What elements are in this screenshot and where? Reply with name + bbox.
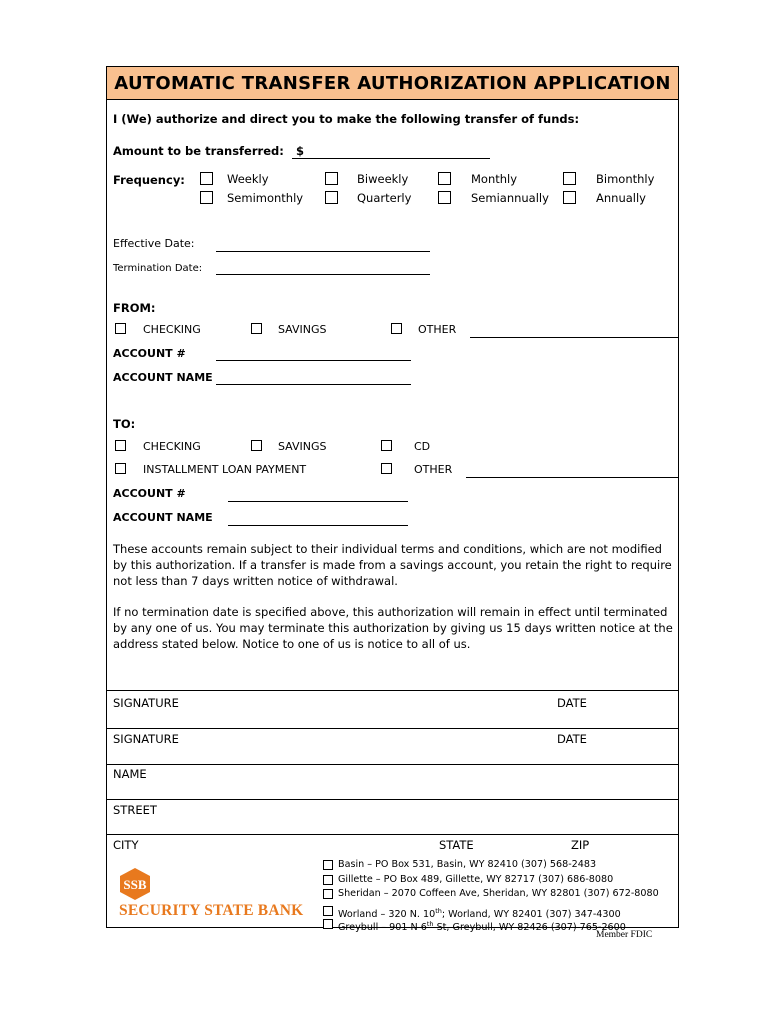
member-fdic: Member FDIC [596,930,653,940]
to-cd-label: CD [414,440,431,453]
from-savings-checkbox[interactable] [251,323,262,334]
biweekly-checkbox[interactable] [325,172,338,185]
from-checking-label: CHECKING [143,323,201,336]
signature-divider-3 [106,764,679,765]
branch-sheridan: Sheridan – 2070 Coffeen Ave, Sheridan, WY 82801 (307) 672-8080 [338,888,659,899]
bimonthly-label: Bimonthly [596,172,655,186]
branch-gillette: Gillette – PO Box 489, Gillette, WY 82717 (307) 686-8080 [338,874,614,885]
monthly-label: Monthly [471,172,518,186]
branch-worland-checkbox[interactable] [323,906,333,916]
branch-worland: Worland – 320 N. 10th; Worland, WY 82401 (307) 347-4300 [338,907,621,921]
from-heading: FROM: [113,301,156,315]
quarterly-checkbox[interactable] [325,191,338,204]
effective-date-field[interactable] [216,251,430,252]
from-other-checkbox[interactable] [391,323,402,334]
branch-greybull-checkbox[interactable] [323,919,333,929]
to-account-name-field[interactable] [228,525,408,526]
signature-1-label: SIGNATURE [113,696,179,710]
from-checking-checkbox[interactable] [115,323,126,334]
from-account-number-field[interactable] [216,360,411,361]
effective-date-label: Effective Date: [113,237,195,250]
weekly-label: Weekly [227,172,269,186]
branch-gillette-checkbox[interactable] [323,875,333,885]
name-label: NAME [113,767,147,781]
from-account-name-label: ACCOUNT NAME [113,371,213,384]
signature-divider-5 [106,834,679,835]
branch-basin: Basin – PO Box 531, Basin, WY 82410 (307) 568-2483 [338,859,597,870]
from-account-number-label: ACCOUNT # [113,347,186,360]
to-account-name-label: ACCOUNT NAME [113,511,213,524]
semimonthly-checkbox[interactable] [200,191,213,204]
city-label: CITY [113,838,139,852]
street-label: STREET [113,803,157,817]
from-other-field[interactable] [470,337,679,338]
to-account-number-field[interactable] [228,501,408,502]
svg-text:SSB: SSB [123,877,147,892]
biweekly-label: Biweekly [357,172,409,186]
terms-paragraph-1: These accounts remain subject to their individual terms and conditions, which are not modified by this authorization. If a transfer is made from a savings account, you retain the right to require not less than 7 days written notice of withdrawal. [113,542,672,588]
bank-name: SECURITY STATE BANK [119,902,304,919]
weekly-checkbox[interactable] [200,172,213,185]
branch-basin-checkbox[interactable] [323,860,333,870]
semiannually-checkbox[interactable] [438,191,451,204]
semiannually-label: Semiannually [471,191,549,205]
amount-field[interactable] [292,158,490,159]
signature-divider-1 [106,690,679,691]
termination-date-field[interactable] [216,274,430,275]
to-other-label: OTHER [414,463,453,476]
from-savings-label: SAVINGS [278,323,327,336]
branch-greybull: Greybull – 901 N 6th St, Greybull, WY 82426 (307) 765-2600 [338,920,626,934]
termination-date-label: Termination Date: [113,263,203,274]
signature-2-label: SIGNATURE [113,732,179,746]
branch-sheridan-checkbox[interactable] [323,889,333,899]
to-installment-loan-checkbox[interactable] [115,463,126,474]
to-savings-label: SAVINGS [278,440,327,453]
from-other-label: OTHER [418,323,457,336]
to-savings-checkbox[interactable] [251,440,262,451]
date-1-label: DATE [557,696,587,710]
amount-label: Amount to be transferred: [113,144,284,158]
state-label: STATE [439,838,474,852]
to-other-checkbox[interactable] [381,463,392,474]
signature-divider-4 [106,799,679,800]
to-heading: TO: [113,417,136,431]
bank-logo-icon [118,867,152,901]
terms-paragraph-2: If no termination date is specified above, this authorization will remain in effect until terminated by any one of us. You may terminate this authorization by giving us 15 days written notice at the address stated below. Notice to one of us is notice to all of us. [113,605,673,651]
annually-label: Annually [596,191,646,205]
from-account-name-field[interactable] [216,384,411,385]
to-other-field[interactable] [466,477,679,478]
date-2-label: DATE [557,732,587,746]
to-cd-checkbox[interactable] [381,440,392,451]
zip-label: ZIP [571,838,590,852]
monthly-checkbox[interactable] [438,172,451,185]
frequency-label: Frequency: [113,173,185,187]
to-checking-label: CHECKING [143,440,201,453]
currency-symbol: $ [296,144,305,158]
semimonthly-label: Semimonthly [227,191,304,205]
quarterly-label: Quarterly [357,191,412,205]
intro-text: I (We) authorize and direct you to make the following transfer of funds: [113,112,580,126]
to-installment-loan-label: INSTALLMENT LOAN PAYMENT [143,463,307,476]
signature-divider-2 [106,728,679,729]
to-checking-checkbox[interactable] [115,440,126,451]
bimonthly-checkbox[interactable] [563,172,576,185]
form-title: AUTOMATIC TRANSFER AUTHORIZATION APPLICATION [106,66,679,100]
annually-checkbox[interactable] [563,191,576,204]
to-account-number-label: ACCOUNT # [113,487,186,500]
